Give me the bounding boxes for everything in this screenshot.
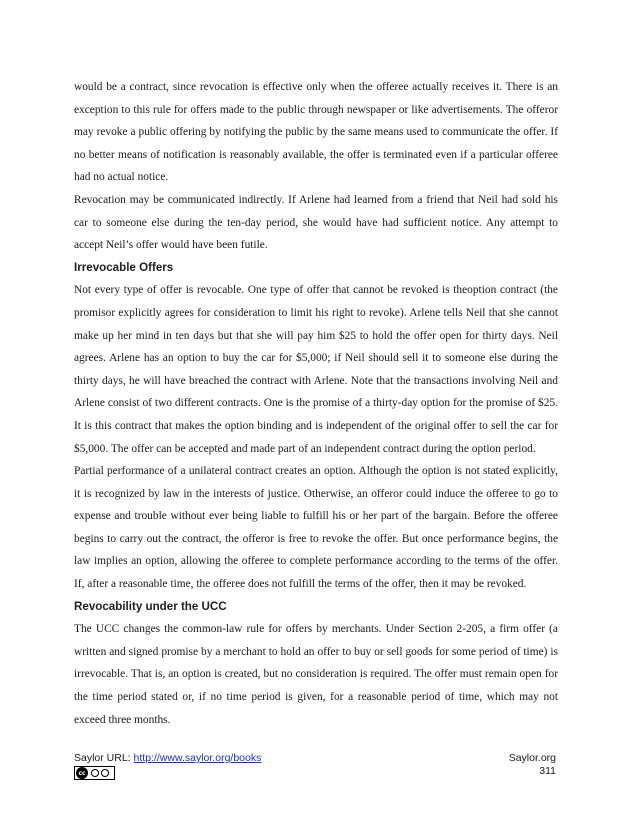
- paragraph-partial-performance: Partial performance of a unilateral contract creates an option. Although the option is not stated explicitly, it is recognized by law in the interests of justice. Otherwise, an offeror could induce the offeree to go to expense and trouble without ever being liable to fulfill his or her part of the bargain. Before the offeree begins to carry out the contract, the offeror is free to revoke the offer. But once performance begins, the law implies an option, allowing the offeree to complete performance according to the terms of the offer. If, after a reasonable time, the offeree does not fulfill the terms of the offer, then it may be revoked.: [74, 465, 558, 591]
- paragraph-revocation-public-offers: would be a contract, since revocation is effective only when the offeree actually receives it. There is an exception to this rule for offers made to the public through newspaper or like advertisements. The offeror may revoke a public offering by notifying the public by the same means used to communicate the offer. If no better means of notification is reasonably available, the offer is terminated even if a particular offeree had no actual notice.: [74, 81, 558, 184]
- footer-source: [74, 752, 261, 764]
- cc-attribution-icons: [91, 769, 109, 777]
- cc-logo-icon: cc: [76, 767, 88, 779]
- heading-revocability-ucc: Revocability under the UCC: [74, 599, 227, 613]
- footer-site-name: Saylor.org: [508, 752, 556, 764]
- attribution-icon: [91, 769, 99, 777]
- creative-commons-by-badge-icon: [74, 766, 115, 780]
- footer-page-info: [509, 752, 556, 778]
- page-body: [74, 76, 558, 731]
- paragraph-ucc-firm-offer: The UCC changes the common-law rule for offers by merchants. Under Section 2-205, a firm offer (a written and signed promise by a merchant to hold an offer to buy or sell goods for some period of time) is irrevocable. That is, an option is created, but no consideration is required. The offer must remain open for the time period stated or, if no time period is given, for a reasonable period of time, which may not exceed three months.: [74, 623, 558, 726]
- paragraph-option-contract: Not every type of offer is revocable. One type of offer that cannot be revoked is theoption contract (the promisor explicitly agrees for consideration to limit his right to revoke). Arlene tells Neil that she cannot make up her mind in ten days but that she will pay him $25 to hold the offer open for thirty days. Neil agrees. Arlene has an option to buy the car for $5,000; if Neil should sell it to someone else during the thirty days, he will have breached the contract with Arlene. Note that the transactions involving Neil and Arlene consist of two different contracts. One is the promise of a thirty-day option for the promise of $25. It is this contract that makes the option binding and is independent of the original offer to sell the car for $5,000. The offer can be accepted and made part of an independent contract during the option period.: [74, 284, 558, 455]
- footer-url-label: Saylor URL:: [74, 752, 134, 764]
- share-alike-icon: [101, 769, 109, 777]
- footer-url-link[interactable]: http://www.saylor.org/books: [133, 752, 262, 764]
- paragraph-indirect-revocation: Revocation may be communicated indirectly. If Arlene had learned from a friend that Neil had sold his car to someone else during the ten-day period, she would have had sufficient notice. Any attempt to accept Neil’s offer would have been futile.: [74, 193, 558, 252]
- page-number: 311: [539, 765, 556, 777]
- heading-irrevocable-offers: Irrevocable Offers: [74, 260, 174, 274]
